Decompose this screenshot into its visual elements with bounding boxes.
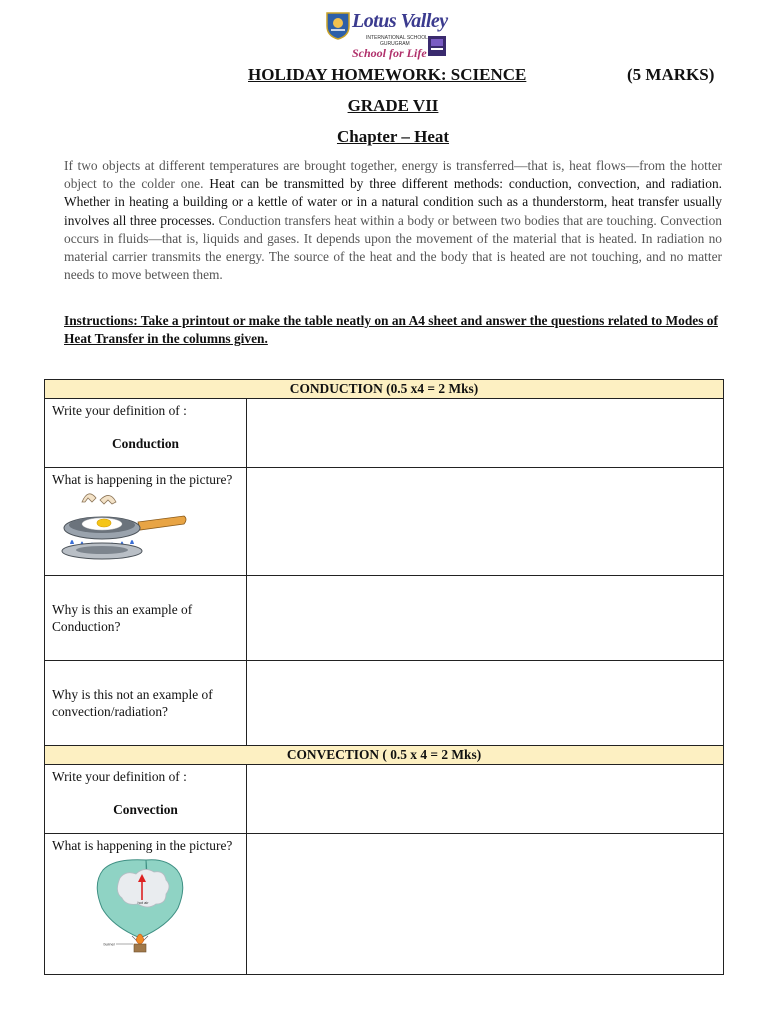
conduction-definition-answer[interactable] xyxy=(247,399,724,468)
convection-definition-question: Write your definition of : Convection xyxy=(45,765,247,834)
conduction-why-question: Why is this an example of Conduction? xyxy=(45,576,247,661)
page-title: HOLIDAY HOMEWORK: SCIENCE xyxy=(248,65,527,84)
table-row xyxy=(45,834,724,975)
table-row xyxy=(45,746,724,765)
conduction-why-not-answer[interactable] xyxy=(247,661,724,746)
chapter-heading: Chapter – Heat xyxy=(336,127,450,146)
convection-term: Convection xyxy=(113,802,178,817)
logo-tagline: School for Life xyxy=(352,46,427,60)
table-row xyxy=(45,399,724,468)
intro-sentence-3: Conduction transfers heat within a body or between two bodies that are touching. Convection occurs in fluids—that is, liquids and gases. It depends upon the movement of the material that is heated. In radiation no material carrier transmits the energy. The source of the heat and the body that is heated are not touching, and no matter needs to move between them. xyxy=(64,212,722,283)
crest-icon xyxy=(324,10,352,40)
balloon-label-hot-air: hot air xyxy=(137,900,149,905)
conduction-picture-question: What is happening in the picture? xyxy=(45,468,247,576)
convection-picture-answer[interactable] xyxy=(247,834,724,975)
intro-paragraph xyxy=(64,157,722,284)
table-row xyxy=(45,765,724,834)
total-marks: (5 MARKS) xyxy=(627,65,715,84)
worksheet-table xyxy=(44,379,724,975)
table-row xyxy=(45,380,724,399)
conduction-term: Conduction xyxy=(112,436,179,451)
hot-air-balloon-icon xyxy=(52,856,192,956)
conduction-definition-question: Write your definition of : Conduction xyxy=(45,399,247,468)
logo-subtitle: INTERNATIONAL SCHOOL GURUGRAM xyxy=(366,35,428,47)
grade-heading: GRADE VII xyxy=(347,96,439,115)
convection-heading: CONVECTION ( 0.5 x 4 = 2 Mks) xyxy=(45,746,724,765)
intro-sentence-1: If two objects at different temperatures are brought together, energy is transferred—that is, heat flows—from the hotter object to the colder one. xyxy=(64,158,722,192)
balloon-label-burner: burner xyxy=(103,941,115,947)
table-row xyxy=(45,661,724,746)
school-logo xyxy=(322,8,448,60)
conduction-why-answer[interactable] xyxy=(247,576,724,661)
conduction-heading: CONDUCTION (0.5 x4 = 2 Mks) xyxy=(45,380,724,399)
accreditation-badge-icon xyxy=(428,36,446,56)
frying-pan-egg-icon xyxy=(52,488,192,564)
convection-definition-answer[interactable] xyxy=(247,765,724,834)
conduction-why-not-question: Why is this not an example of convection/radiation? xyxy=(45,661,247,746)
instructions: Instructions: Take a printout or make the table neatly on an A4 sheet and answer the questions related to Modes of Heat Transfer in the columns given. xyxy=(64,313,718,347)
conduction-picture-answer[interactable] xyxy=(247,468,724,576)
table-row xyxy=(45,576,724,661)
table-row xyxy=(45,468,724,576)
logo-brand: Lotus Valley xyxy=(352,10,448,32)
convection-picture-question: What is happening in the picture? hot air burner xyxy=(45,834,247,975)
intro-sentence-2: Heat can be transmitted by three different methods: conduction, convection, and radiation. Whether in heating a building or a kettle of water or in a natural condition such as a thunderstorm, heat transfer usually involves all three processes. xyxy=(64,176,722,228)
